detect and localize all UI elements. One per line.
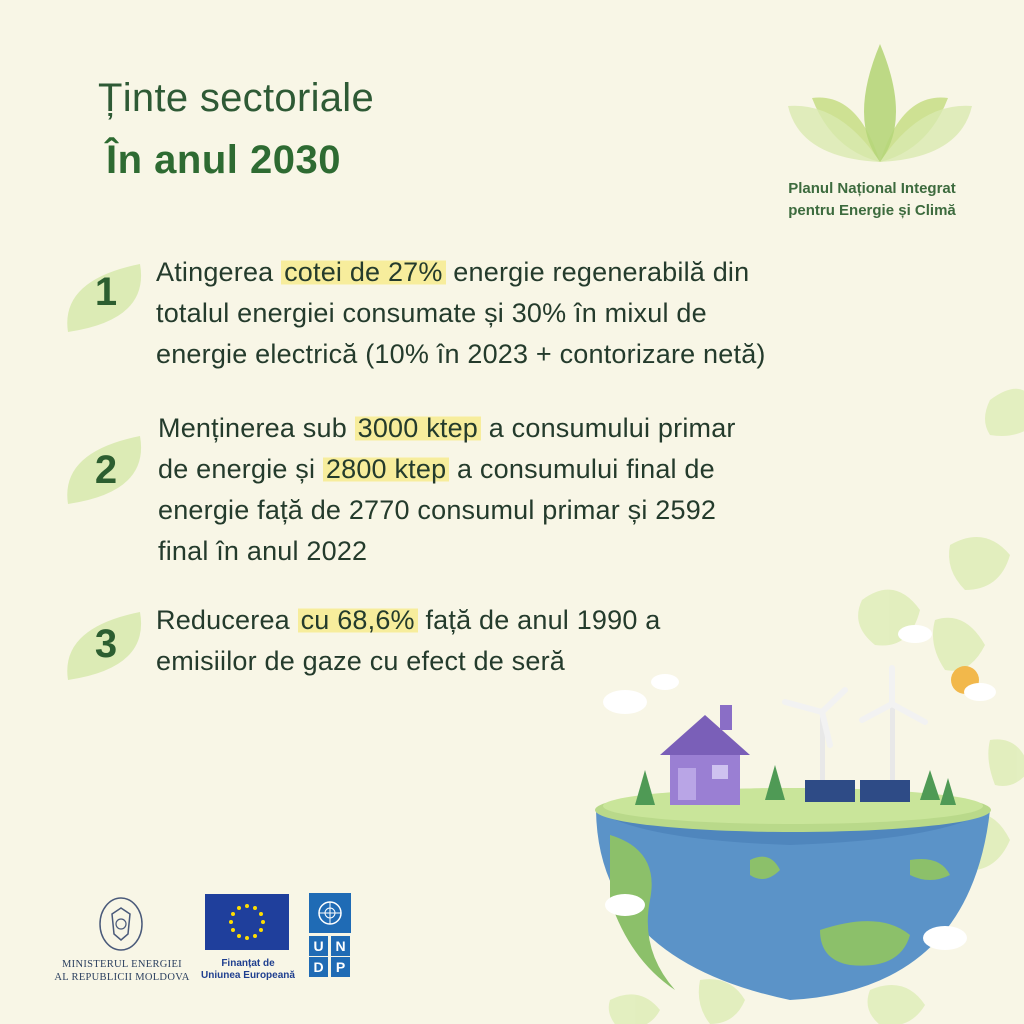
target-line: emisiilor de gaze cu efect de seră [156,646,566,676]
moldova-coat-of-arms-icon [98,896,144,952]
eu-flag-icon [205,894,289,950]
target-item-2 [60,408,860,578]
lotus-leaves-icon [760,40,1000,180]
ministry-line2: AL REPUBLICII MOLDOVA [54,972,190,983]
target-line: de energie și 2800 ktep a consumului final de [158,454,715,484]
target-number: 1 [94,270,118,314]
undp-letter: U [309,936,328,956]
target-line: final în anul 2022 [158,536,368,566]
target-number: 3 [94,622,118,666]
highlight: cotei de 27% [281,257,446,287]
highlight: 3000 ktep [355,413,481,443]
page-title: Ținte sectoriale [98,76,375,120]
logo-caption-line1: Planul Național Integrat [788,180,956,197]
cloud-icon [895,618,935,644]
eu-label [200,958,296,982]
ministry-line1: MINISTERUL ENERGIEI [62,959,182,970]
target-line: Atingerea cotei de 27% energie regenerabilă din [156,257,750,287]
target-text [158,408,898,572]
target-line: energie electrică (10% în 2023 + contorizare netă) [156,339,766,369]
highlight: cu 68,6% [298,605,418,635]
undp-logo [309,893,351,977]
target-line: totalul energiei consumate și 30% în mixul de [156,298,707,328]
logo-caption [752,178,992,222]
undp-letter: N [331,936,350,956]
eu-line2: Uniunea Europeană [201,970,295,981]
target-item-1 [60,250,860,390]
undp-letter: D [309,957,328,977]
un-emblem-icon [309,893,351,933]
highlight: 2800 ktep [323,454,449,484]
eu-line1: Finanțat de [221,958,275,969]
target-line: Reducerea cu 68,6% față de anul 1990 a [156,605,661,635]
page-subtitle: În anul 2030 [106,138,341,182]
undp-letter: P [331,957,350,977]
target-line: Menținerea sub 3000 ktep a consumului primar [158,413,736,443]
target-number: 2 [94,448,118,492]
logo-caption-line2: pentru Energie și Climă [788,202,956,219]
eco-globe-with-house-windmills-solar-icon [580,660,1024,1024]
target-line: energie față de 2770 consumul primar și 2592 [158,495,717,525]
target-text [156,252,896,375]
ministry-label [52,958,192,984]
